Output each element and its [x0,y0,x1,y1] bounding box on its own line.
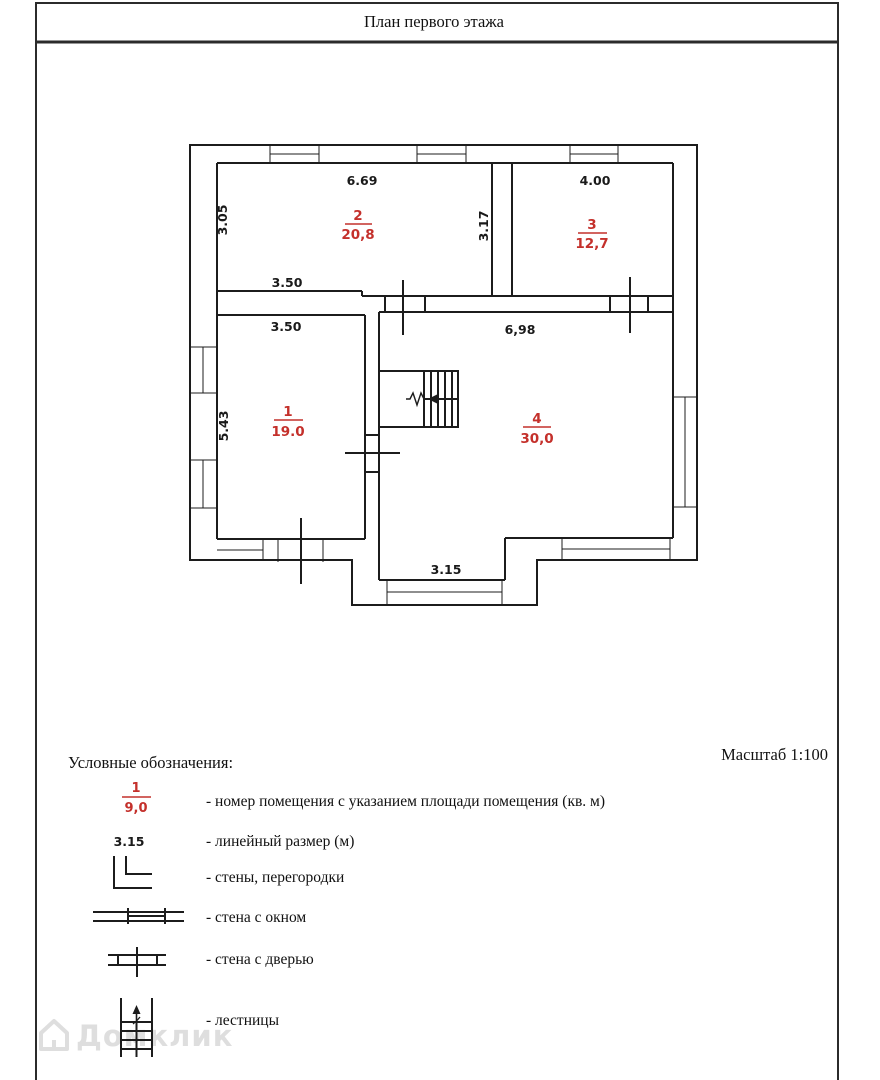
dim-room1-top-width: 3.50 [270,319,302,334]
window-left-2 [190,460,217,508]
svg-text:1: 1 [131,781,141,796]
plan-windows [190,145,697,605]
plan-stairs [379,371,458,427]
page-border [36,3,838,1080]
legend-label-stairs: - лестницы [206,1012,279,1029]
dim-room2-right-height: 3.17 [476,210,491,242]
svg-text:30,0: 30,0 [520,431,554,447]
room-labels [271,208,608,447]
legend-symbol-room-number [122,781,151,816]
dim-room2-top-width: 6.69 [346,173,378,188]
plan-walls [190,145,697,605]
legend-symbol-walls-corner [114,856,152,888]
window-bay [387,580,502,605]
room-label-4 [520,411,553,447]
room-label-3 [575,217,608,252]
svg-text:9,0: 9,0 [124,801,148,816]
dimension-labels [215,173,611,577]
window-right [673,397,697,507]
legend-label-room-number: - номер помещения с указанием площади помещения (кв. м) [206,793,606,810]
dim-room1-left-height: 5.43 [216,410,231,442]
legend-label-linear-dimension: - линейный размер (м) [206,833,355,850]
window-top-3 [570,145,618,163]
svg-text:19.0: 19.0 [271,424,305,440]
scale-label: Масштаб 1:100 [721,745,828,764]
room-label-2 [341,208,374,243]
svg-text:3: 3 [587,217,597,233]
svg-text:20,8: 20,8 [341,227,375,243]
watermark-house-icon [41,1021,67,1049]
watermark-text: Домклик [76,1019,234,1053]
window-top-2 [417,145,466,163]
legend-label-walls: - стены, перегородки [206,869,345,886]
window-top-1 [270,145,319,163]
legend-label-wall-window: - стена с окном [206,909,307,926]
svg-text:2: 2 [353,208,363,224]
legend-symbol-wall-door [108,947,166,977]
page-title: План первого этажа [363,12,505,31]
dim-room3-top-width: 4.00 [579,173,611,188]
window-left-1 [190,347,217,393]
dim-room2-left-height: 3.05 [215,204,230,236]
window-bottom-right [562,538,670,560]
dim-room4-top-width: 6,98 [504,322,536,337]
outer-wall-outline [190,145,697,605]
legend-symbol-linear-dimension: 3.15 [113,834,145,849]
svg-text:4: 4 [532,411,542,427]
svg-text:12,7: 12,7 [575,236,609,252]
legend-label-wall-door: - стена с дверью [206,951,314,968]
dim-room2-bottom-width: 3.50 [271,275,303,290]
room-label-1 [271,404,304,440]
window-bottom-left [217,539,263,560]
legend-symbol-wall-window [93,908,184,924]
svg-text:1: 1 [283,404,293,420]
dim-bay-bottom-width: 3.15 [430,562,462,577]
legend-heading: Условные обозначения: [68,753,234,772]
